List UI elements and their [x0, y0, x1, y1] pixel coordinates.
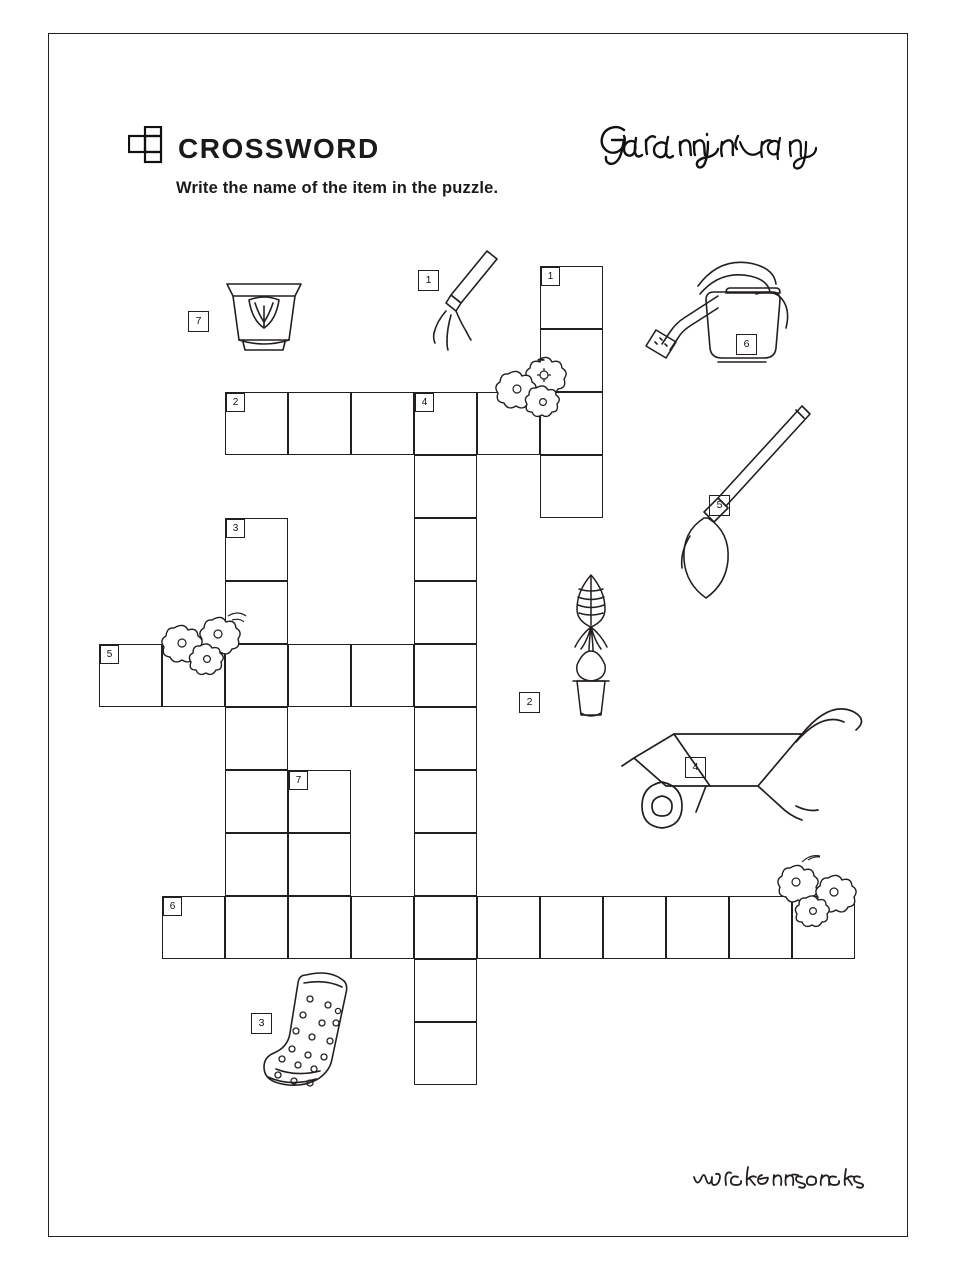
flower-decoration-icon: [152, 608, 252, 680]
rain-boot-icon: [248, 965, 378, 1110]
grid-cell[interactable]: [351, 896, 414, 959]
page-title: CROSSWORD: [178, 133, 380, 164]
grid-entry-number: 5: [100, 645, 119, 664]
clue-number-3: 3: [251, 1013, 272, 1034]
grid-cell[interactable]: [414, 392, 477, 455]
grid-entry-number: 4: [415, 393, 434, 412]
grid-cell[interactable]: [414, 581, 477, 644]
grid-entry-number: 3: [226, 519, 245, 538]
grid-cell[interactable]: [666, 896, 729, 959]
grid-cell[interactable]: [414, 896, 477, 959]
grid-entry-number: 6: [163, 897, 182, 916]
clue-number-6: 6: [736, 334, 757, 355]
grid-cell[interactable]: [540, 266, 603, 329]
grid-cell[interactable]: [288, 896, 351, 959]
grid-cell[interactable]: [540, 896, 603, 959]
grid-cell[interactable]: [288, 644, 351, 707]
theme-script-title: [590, 112, 840, 192]
grid-entry-number: 2: [226, 393, 245, 412]
grid-cell[interactable]: [414, 959, 477, 1022]
grid-cell[interactable]: [351, 392, 414, 455]
clue-number-7: 7: [188, 311, 209, 332]
shovel-icon: [660, 400, 820, 640]
grid-cell[interactable]: [414, 455, 477, 518]
flower-pot-icon: [219, 276, 309, 356]
crossword-logo-icon: [128, 126, 172, 170]
clue-number-4: 4: [685, 757, 706, 778]
clue-number-1: 1: [418, 270, 439, 291]
grid-cell[interactable]: [288, 770, 351, 833]
watering-can-icon: [632, 252, 812, 382]
grid-cell[interactable]: [288, 833, 351, 896]
wheelbarrow-icon: [610, 670, 870, 860]
grid-entry-number: 1: [541, 267, 560, 286]
grid-cell[interactable]: [414, 1022, 477, 1085]
grid-cell[interactable]: [225, 896, 288, 959]
flower-decoration-icon: [484, 352, 584, 422]
grid-cell[interactable]: [477, 896, 540, 959]
grid-cell[interactable]: [225, 392, 288, 455]
grid-cell[interactable]: [414, 833, 477, 896]
grid-cell[interactable]: [414, 770, 477, 833]
flower-decoration-icon: [762, 850, 872, 930]
grid-cell[interactable]: [225, 833, 288, 896]
grid-cell[interactable]: [414, 644, 477, 707]
grid-cell[interactable]: [351, 644, 414, 707]
grid-cell[interactable]: [540, 455, 603, 518]
grid-cell[interactable]: [225, 707, 288, 770]
grid-cell[interactable]: [288, 392, 351, 455]
grid-cell[interactable]: [414, 707, 477, 770]
page-subtitle: Write the name of the item in the puzzle.: [176, 179, 499, 197]
grid-cell[interactable]: [225, 770, 288, 833]
clue-number-2: 2: [519, 692, 540, 713]
grid-cell[interactable]: [225, 518, 288, 581]
clue-number-5: 5: [709, 495, 730, 516]
grid-cell[interactable]: [414, 518, 477, 581]
garden-fork-icon: [415, 245, 505, 360]
footer-brand: [690, 1155, 880, 1205]
grid-cell[interactable]: [603, 896, 666, 959]
grid-cell[interactable]: [162, 896, 225, 959]
grid-entry-number: 7: [289, 771, 308, 790]
